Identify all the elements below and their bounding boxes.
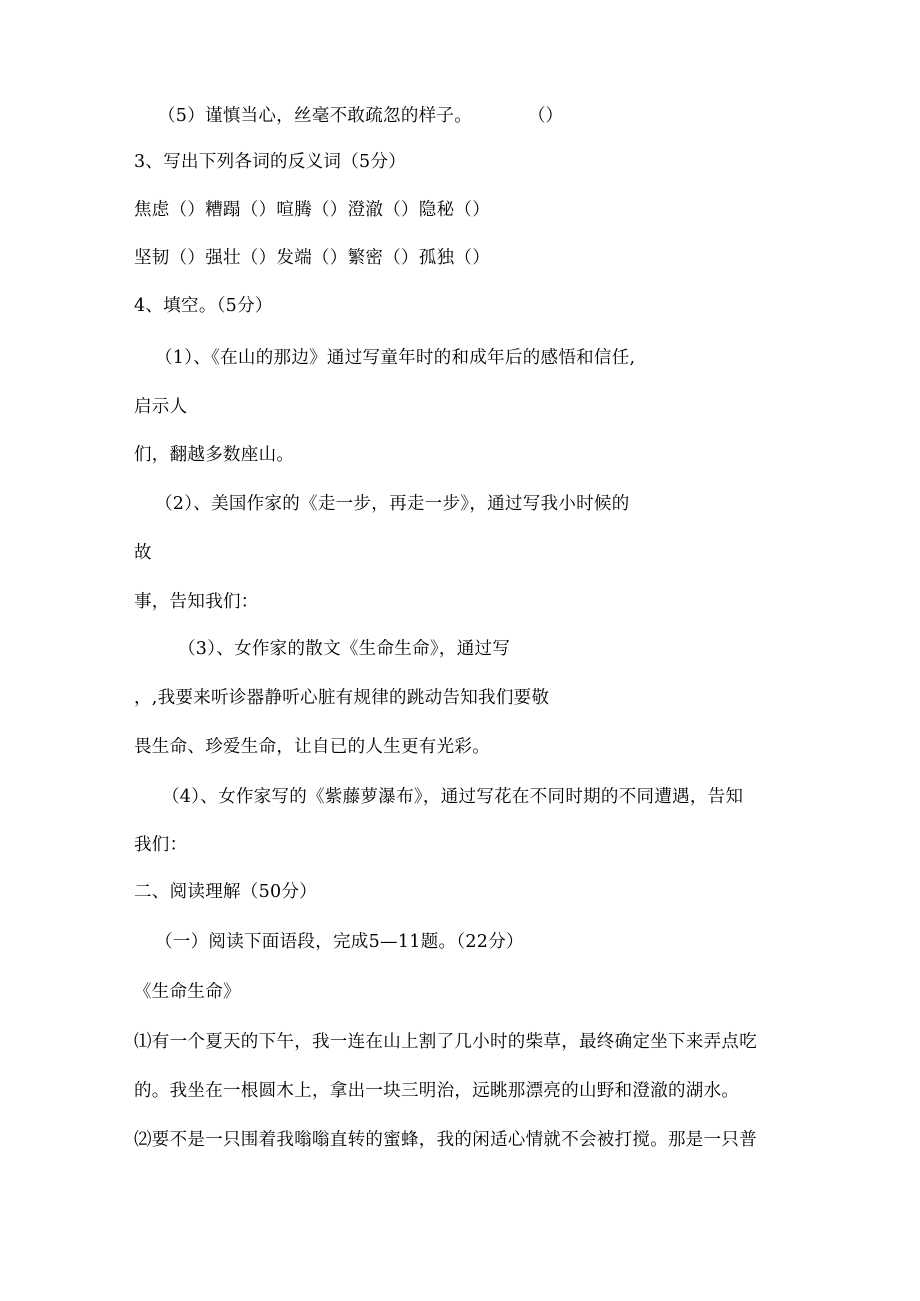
fill-blank-4: （4）、女作家写的《紫藤萝瀑布》，通过写花在不同时期的不同遭遇，告知 — [162, 787, 744, 807]
fill-blank-1-cont: 启示人 — [134, 397, 188, 417]
antonym-row-2: 坚韧（）强壮（）发端（）繁密（）孤独（） — [134, 248, 490, 268]
fill-blank-3-cont: ，,我要来听诊器静听心脏有规律的跳动告知我们要敬 — [134, 688, 550, 708]
antonym-row-1: 焦虑（）糟蹋（）喧腾（）澄澈（）隐秘（） — [134, 200, 490, 220]
fill-blank-3: （3）、女作家的散文《生命生命》，通过写 — [178, 639, 511, 659]
passage-paragraph-1: ⑴有一个夏天的下午，我一连在山上割了几小时的柴草，最终确定坐下来弄点吃 — [134, 1032, 757, 1052]
fill-blank-2: （2）、美国作家的《走一步，再走一步》，通过写我小时候的 — [155, 494, 630, 514]
passage-title: 《生命生命》 — [134, 982, 241, 1002]
fill-blank-3-cont: 畏生命、珍爱生命，让自已的人生更有光彩。 — [134, 737, 490, 757]
question-3-heading: 3、写出下列各词的反义词（5分） — [134, 152, 407, 172]
fill-blank-1: （1）、《在山的那边》通过写童年时的和成年后的感悟和信任, — [155, 348, 636, 368]
passage-paragraph-2: ⑵要不是一只围着我嗡嗡直转的蜜蜂，我的闲适心情就不会被打搅。那是一只普 — [134, 1130, 757, 1150]
answer-blank: （） — [528, 106, 563, 126]
fill-blank-1-cont: 们，翻越多数座山。 — [134, 445, 295, 465]
question-item-5: （5）谨慎当心，丝毫不敢疏忽的样子。 — [158, 106, 473, 126]
fill-blank-4-cont: 我们： — [134, 835, 188, 855]
fill-blank-2-cont: 故 — [134, 543, 152, 563]
fill-blank-2-cont: 事，告知我们： — [134, 592, 259, 612]
passage-paragraph-1-cont: 的。我坐在一根圆木上，拿出一块三明治，远眺那漂亮的山野和澄澈的湖水。 — [134, 1081, 740, 1101]
section-2-heading: 二、阅读理解（50分） — [134, 882, 318, 902]
reading-part-1-heading: （一）阅读下面语段，完成5—11题。（22分） — [155, 932, 524, 952]
question-4-heading: 4、填空。（5分） — [134, 296, 273, 316]
